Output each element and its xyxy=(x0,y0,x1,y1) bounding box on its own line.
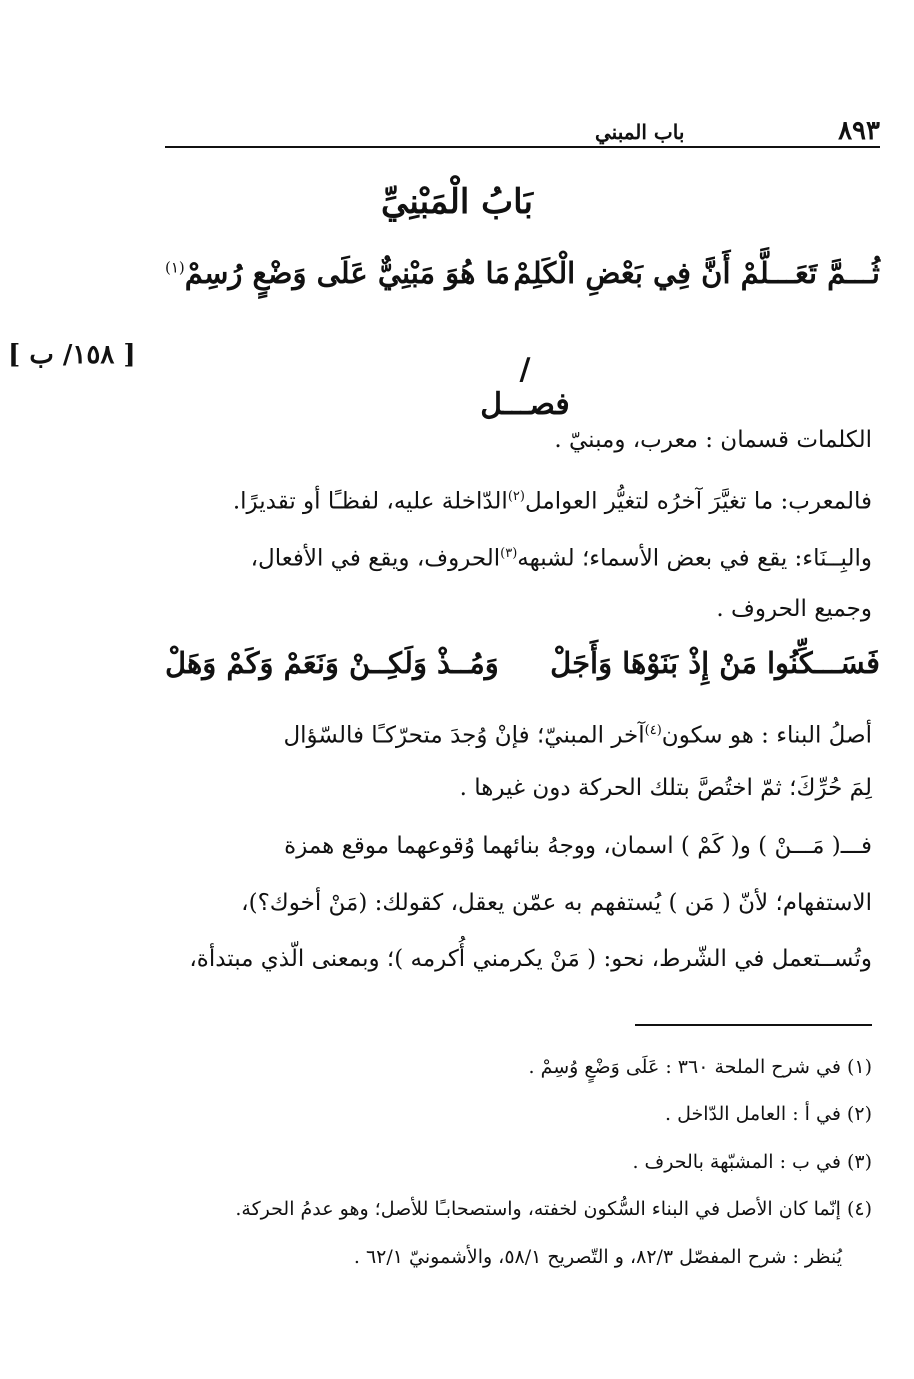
paragraph-4-text-a: أصلُ البناء : هو سكون xyxy=(661,722,872,749)
footnote-ref: (١) xyxy=(165,258,185,277)
paragraph-5-line-1: فـــ( مَـــنْ ) و( كَمْ ) اسمان، ووجهُ بنائهما وُقوعهما موقع همزة xyxy=(284,833,872,859)
paragraph-3-continued: وجميع الحروف . xyxy=(716,596,872,622)
paragraph-4-continued: لِمَ حُرِّكَ؛ ثمّ اختُصَّ بتلك الحركة دون غيرها . xyxy=(459,775,872,801)
paragraph-3-text-a: والبِــنَاء: يقع في بعض الأسماء؛ لشبهه xyxy=(517,545,872,572)
footnote-2: (٢) في أ : العامل الدّاخل . xyxy=(665,1103,872,1125)
verse-1-left-text: مَا هُوَ مَبْنِيٌّ عَلَى وَضْعٍ رُسِمْ xyxy=(184,256,510,290)
section-heading: / فصـــل xyxy=(480,352,570,422)
paragraph-3-text-b: الحروف، ويقع في الأفعال، xyxy=(250,545,501,572)
paragraph-4-text-b: آخر المبنيّ؛ فإنْ وُجدَ متحرّكـًا فالسّؤال xyxy=(283,722,645,749)
paragraph-4 xyxy=(157,716,872,751)
paragraph-2 xyxy=(157,482,872,517)
footnote-ref: (٢) xyxy=(507,489,525,504)
paragraph-5-line-2: الاستفهام؛ لأنّ ( مَن ) يُستفهم به عمّن يعقل، كقولك: (مَنْ أخوك؟)، xyxy=(241,890,872,916)
paragraph-3 xyxy=(157,539,872,574)
footnote-divider xyxy=(635,1024,872,1026)
paragraph-2-text-a: فالمعرب: ما تغيَّرَ آخرُه لتغيُّر العوامل xyxy=(524,488,872,515)
footnote-4-reference: يُنظر : شرح المفصّل ٨٢/٣، و التّصريح ٥٨/١، والأشمونيّ ٦٢/١ . xyxy=(353,1246,842,1268)
paragraph-2-text-b: الدّاخلة عليه، لفظـًا أو تقديرًا. xyxy=(232,488,508,515)
running-header xyxy=(165,108,880,148)
footnote-ref: (٤) xyxy=(644,723,662,738)
page-number: ٨٩٣ xyxy=(838,116,880,146)
footnote-1: (١) في شرح الملحة ٣٦٠ : عَلَى وَضْعٍ وُسِمْ . xyxy=(528,1056,872,1078)
paragraph-1: الكلمات قسمان : معرب، ومبنيّ . xyxy=(554,427,872,453)
verse-1 xyxy=(165,256,880,306)
verse-1-right-hemistich: ثُـــمَّ تَعَـــلَّمْ أَنَّ فِي بَعْضِ الْكَلِمْ xyxy=(513,256,880,290)
verse-2-right-hemistich: فَسَـــكِّنُوا مَنْ إِذْ بَنَوْهَا وَأَجَلْ xyxy=(550,646,880,680)
footnote-4: (٤) إنّما كان الأصل في البناء السُّكون لخفته، واستصحابـًا للأصل؛ وهو عدمُ الحركة. xyxy=(235,1198,872,1220)
paragraph-5-line-3: وتُســتعمل في الشّرط، نحو: ( مَنْ يكرمني أُكرمه )؛ وبمعنى الّذي مبتدأة، xyxy=(189,946,872,972)
running-title: باب المبني xyxy=(595,120,685,144)
verse-1-left-hemistich xyxy=(165,256,510,290)
chapter-title: بَابُ الْمَبْنِيِّ xyxy=(381,182,533,222)
footnote-3: (٣) في ب : المشبّهة بالحرف . xyxy=(632,1151,872,1173)
verse-2-left-hemistich: وَمُــذْ وَلَكِــنْ وَنَعَمْ وَكَمْ وَهَلْ xyxy=(165,646,499,680)
verse-2 xyxy=(165,646,880,696)
manuscript-marker: [ ١٥٨/ ب ] xyxy=(8,340,136,370)
footnote-ref: (٣) xyxy=(500,546,518,561)
